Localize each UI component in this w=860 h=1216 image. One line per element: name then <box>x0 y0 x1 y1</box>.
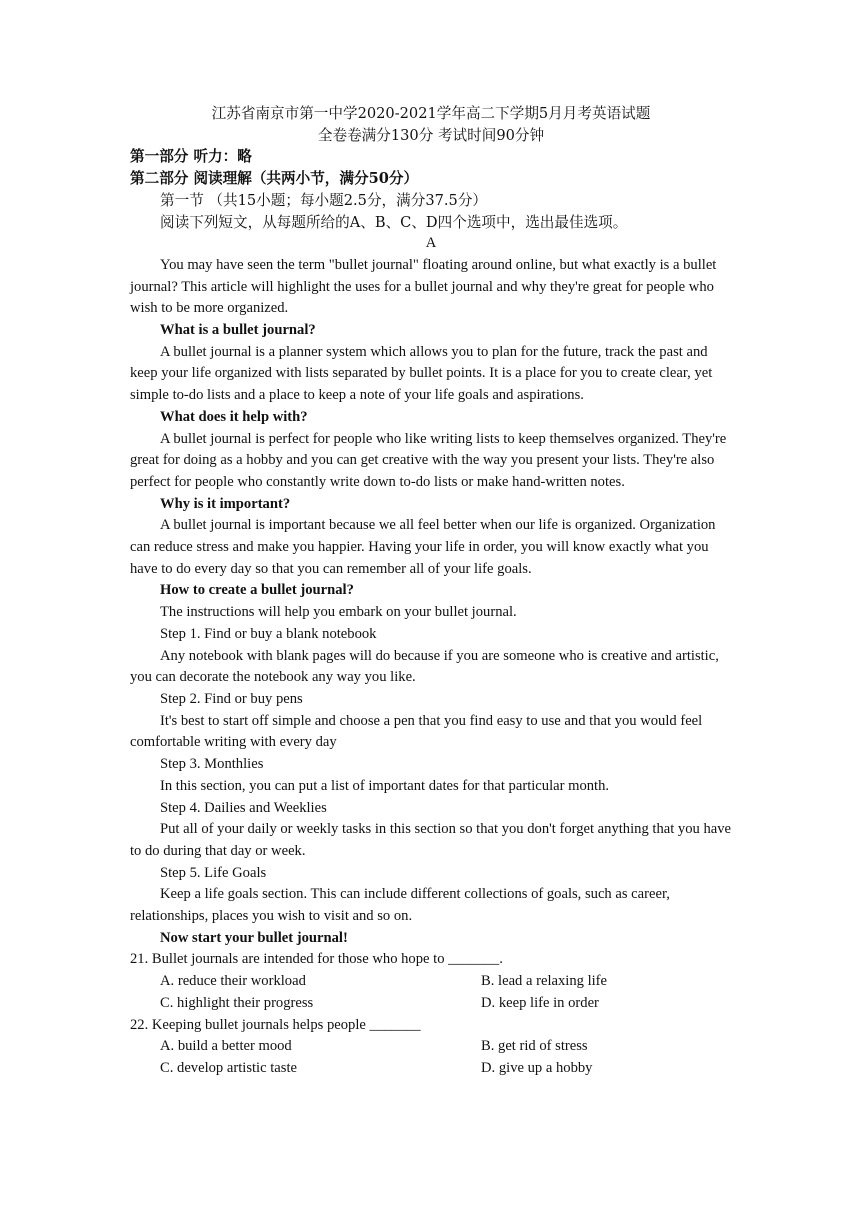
option-b: B. get rid of stress <box>481 1038 588 1055</box>
paragraph-what-is: A bullet journal is a planner system which allows you to plan for the future, track the past and keep your life organized with lists separated by bullet points. It is a place for you to create clear, yet simple to-do lists and a place to keep a note of your life goals and aspirations. <box>130 343 713 404</box>
part1-heading: 第一部分 听力：略 <box>130 148 252 166</box>
passage-label: A <box>425 235 437 252</box>
question-stem: 21. Bullet journals are intended for those who hope to _______. <box>130 951 503 968</box>
option-a: A. build a better mood <box>160 1038 292 1055</box>
heading-how-to: How to create a bullet journal? <box>160 582 354 599</box>
option-c: C. develop artistic taste <box>160 1059 297 1076</box>
section1-heading: 第一节 （共15小题；每小题2.5分，满分37.5分） <box>160 191 488 209</box>
question-21 <box>130 949 732 1014</box>
part2-heading: 第二部分 阅读理解（共两小节，满分50分） <box>130 170 419 188</box>
option-row <box>130 1058 732 1080</box>
heading-what-is: What is a bullet journal? <box>160 322 316 339</box>
paragraph-important: A bullet journal is important because we all feel better when our life is organized. Organization can reduce stress and make you happier. Having your life in order, you will know exactly what you have to do every day so that you can remember all of your life goals. <box>130 517 716 577</box>
step5-heading: Step 5. Life Goals <box>160 864 267 881</box>
closing-line: Now start your bullet journal! <box>160 929 348 946</box>
option-b: B. lead a relaxing life <box>481 973 608 990</box>
paragraph-help-with: A bullet journal is perfect for people who like writing lists to keep themselves organized. They're great for doing as a hobby and you can get creative with the way you present your lists. They're also perfect for people who constantly write down to-do lists or make hand-written notes. <box>130 430 727 490</box>
step5-text: Keep a life goals section. This can include different collections of goals, such as career, relationships, places you wish to visit and so on. <box>130 886 670 925</box>
option-row <box>130 993 732 1015</box>
step3-heading: Step 3. Monthlies <box>160 756 264 773</box>
option-d: D. give up a hobby <box>481 1059 593 1076</box>
step1-text: Any notebook with blank pages will do because if you are someone who is creative and artistic, you can decorate the notebook any way you like. <box>130 647 719 686</box>
paragraph-how-to: The instructions will help you embark on your bullet journal. <box>160 604 517 621</box>
exam-subtitle: 全卷卷满分130分 考试时间90分钟 <box>317 126 545 144</box>
step3-text: In this section, you can put a list of important dates for that particular month. <box>160 777 610 794</box>
passage-intro: You may have seen the term "bullet journal" floating around online, but what exactly is a bullet journal? This article will highlight the uses for a bullet journal and why they're great for people who wish to be more organized. <box>130 256 717 317</box>
option-row <box>130 1036 732 1058</box>
question-stem: 22. Keeping bullet journals helps people _______ <box>130 1016 421 1033</box>
step1-heading: Step 1. Find or buy a blank notebook <box>160 625 377 642</box>
option-c: C. highlight their progress <box>160 994 314 1011</box>
question-22 <box>130 1015 732 1080</box>
step2-heading: Step 2. Find or buy pens <box>160 690 303 707</box>
step2-text: It's best to start off simple and choose a pen that you find easy to use and that you would feel comfortable writing with every day <box>130 712 703 751</box>
option-row <box>130 971 732 993</box>
heading-help-with: What does it help with? <box>160 408 308 425</box>
option-d: D. keep life in order <box>481 994 599 1011</box>
option-a: A. reduce their workload <box>160 973 306 990</box>
instruction-text: 阅读下列短文，从每题所给的A、B、C、D四个选项中，选出最佳选项。 <box>160 213 628 231</box>
step4-heading: Step 4. Dailies and Weeklies <box>160 799 327 816</box>
exam-title: 江苏省南京市第一中学2020-2021学年高二下学期5月月考英语试题 <box>211 105 651 122</box>
heading-important: Why is it important? <box>160 495 291 512</box>
step4-text: Put all of your daily or weekly tasks in this section so that you don't forget anything that you have to do during that day or week. <box>130 821 732 859</box>
